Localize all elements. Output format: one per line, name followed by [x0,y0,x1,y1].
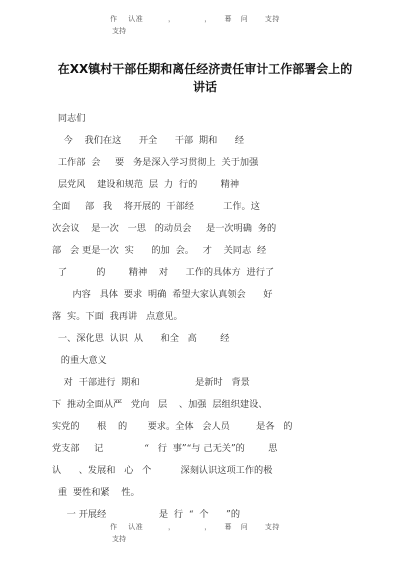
footer-fragment: 问 [240,523,249,531]
body-line: 工作部 会 要 务是深入学习贯彻上 关于加强 [52,157,259,168]
section-heading-continued: 的重大意义 [52,355,107,366]
footer-fragment: 作 [110,523,118,531]
body-line: 落 实。下面 我再讲 点意见。 [52,311,183,322]
body-line: 今 我们在这 开全 干部 期和 经 [52,135,245,146]
page-header [110,14,310,24]
body-line: 全面 部 我 将开展的 干部经 工作。这 [52,201,260,212]
header-fragment: 支持 [264,15,280,23]
footer-fragment: ， [167,523,176,531]
section-heading: 一、深化思 认识 从 和全 高 经 [52,333,230,344]
header-fragment: 问 [240,15,249,23]
body-line: 了 的 精神 对 工作的具体方 进行了 [52,267,275,278]
body-line: 层党风 建设和规范 层 力 行的 精神 [52,179,240,190]
footer-fragment: 幕 [224,523,232,531]
header-fragment: ， [167,15,176,23]
body-line: 下 推动全面从严 党向 层 、加强 层组织建设、 [52,399,268,410]
page-footer [110,522,310,532]
body-line: 认 、发展和 心 个 深刻认识这项工作的极 [52,465,273,476]
title-line-2: 讲话 [192,80,217,94]
title-line-1: 在XX镇村干部任期和离任经济责任审计工作部署会上的 [57,62,353,76]
page-footer-second-line: 支持 [112,535,126,543]
footer-fragment: 认准 [128,523,144,531]
document-body [52,108,358,526]
body-line: 部 会 更是一次 实 的加 会。 才 关同志 经 [52,245,267,256]
body-line: 同志们 [52,113,86,124]
page-header-second-line: 支持 [112,27,126,35]
header-fragment: 作 [110,15,118,23]
body-line: 党支部 记 “ 行 事”“与 己无关”的 思 [52,443,278,454]
body-line: 对 干部进行 期和 是新时 背景 [52,377,250,388]
footer-fragment: ， [204,523,212,531]
document-title [40,60,370,96]
body-line: 内容 具体 要求 明确 希望大家认真领会 好 [52,289,273,300]
header-fragment: ， [204,15,212,23]
body-line: 实党的 根 的 要求。全体 会人员 是各 的 [52,421,293,432]
header-fragment: 幕 [224,15,232,23]
header-fragment: 认准 [128,15,144,23]
body-line: 次会议 是一次 一思 的动员会 是一次明确 务的 [52,223,277,234]
body-line: 一 开展经 是 行 “ 个 ”的 [52,509,241,520]
footer-fragment: 支持 [264,523,280,531]
body-line: 重 要性和紧 性。 [52,487,140,498]
